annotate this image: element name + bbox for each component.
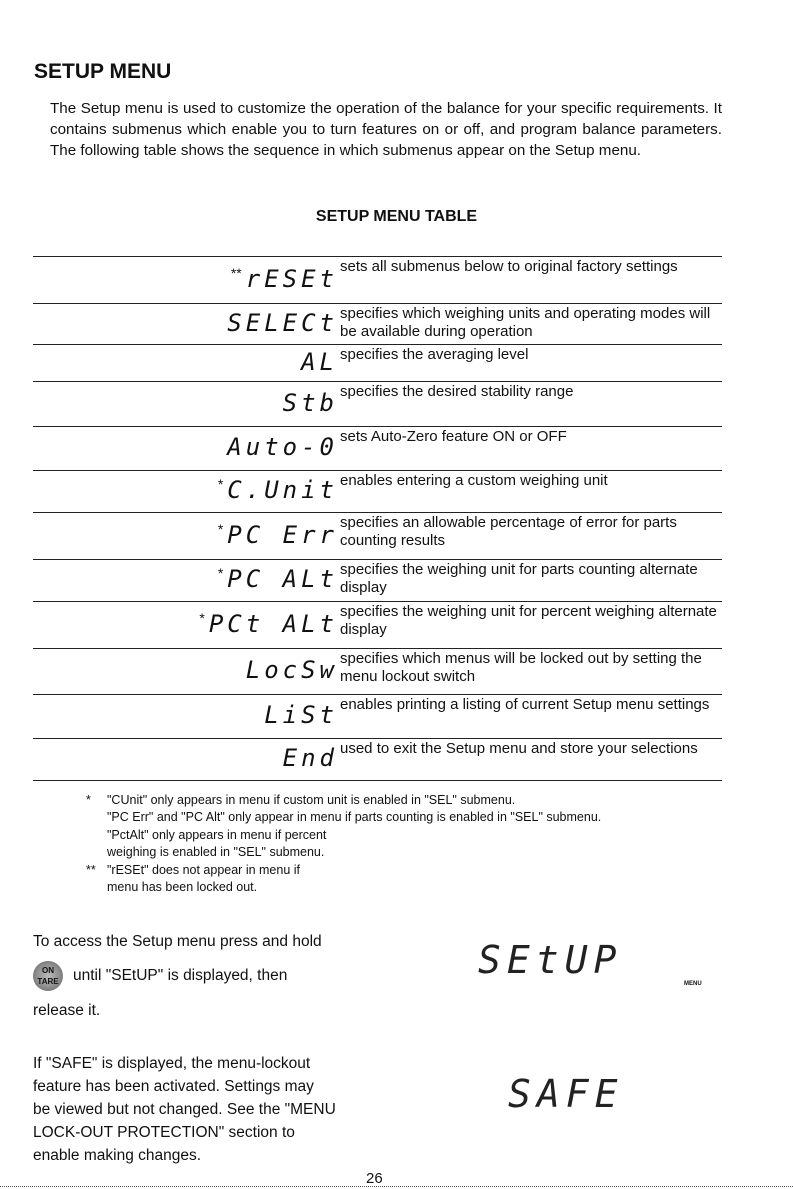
key-on-label: ON [42, 966, 54, 975]
footnote-line: weighing is enabled in "SEL" submenu. [107, 845, 325, 860]
safe-line: feature has been activated. Settings may [33, 1078, 314, 1095]
footnote [86, 792, 726, 862]
footnotes [86, 792, 726, 896]
footnote-line: "PctAlt" only appears in menu if percent [107, 827, 327, 842]
table-row [33, 303, 722, 344]
footnote-line: "CUnit" only appears in menu if custom unit is enabled in "SEL" submenu. [107, 793, 516, 807]
footnote-mark: * [217, 520, 224, 537]
submenu-description: enables entering a custom weighing unit [340, 472, 608, 489]
submenu-display-code [231, 265, 338, 293]
table-row [33, 470, 722, 512]
page-number: 26 [366, 1170, 383, 1187]
submenu-description: specifies the weighing unit for parts counting alternate display [340, 561, 698, 596]
footnote-mark: * [199, 609, 205, 626]
table-row [33, 256, 722, 303]
submenu-code-text: PC ALt [227, 565, 338, 593]
footnote-mark: * [217, 565, 224, 581]
safe-line: LOCK-OUT PROTECTION" section to [33, 1124, 295, 1141]
table-row [33, 344, 722, 381]
table-row [33, 601, 722, 648]
table-row [33, 426, 722, 470]
submenu-code-text: AL [301, 347, 338, 376]
footnote [86, 862, 726, 897]
on-tare-key-icon [33, 961, 63, 991]
footnote-symbol: * [86, 793, 91, 807]
lcd-setup-display: SEtUP [478, 938, 623, 982]
access-line-1: To access the Setup menu press and hold [33, 933, 322, 950]
submenu-description: specifies the weighing unit for percent weighing alternate display [340, 603, 717, 638]
submenu-display-code [227, 433, 338, 461]
table-row [33, 648, 722, 694]
submenu-description: sets Auto-Zero feature ON or OFF [340, 428, 567, 445]
footer-rule [0, 1186, 793, 1187]
submenu-description: used to exit the Setup menu and store your selections [340, 740, 698, 757]
submenu-description: specifies which menus will be locked out by setting the menu lockout switch [340, 650, 702, 685]
table-row [33, 381, 722, 426]
table-rule [33, 780, 722, 781]
lcd-menu-indicator: MENU [684, 981, 702, 987]
key-tare-label: TARE [37, 977, 59, 986]
page-heading: SETUP MENU [34, 60, 172, 83]
submenu-display-code [246, 656, 338, 684]
submenu-code-text: Stb [282, 388, 338, 417]
safe-paragraph [33, 1052, 383, 1167]
safe-line: If "SAFE" is displayed, the menu-lockout [33, 1055, 311, 1072]
submenu-display-code [218, 565, 338, 593]
lcd-safe-display: SAFE [508, 1072, 624, 1116]
submenu-description: specifies which weighing units and operating modes will be available during operation [340, 305, 711, 340]
footnote-mark: * [217, 476, 224, 492]
submenu-display-code [264, 701, 338, 729]
footnote-line: "rESEt" does not appear in menu if [107, 862, 301, 877]
submenu-display-code [218, 521, 338, 549]
submenu-code-text: rESEt [245, 264, 338, 293]
safe-line: enable making changes. [33, 1147, 202, 1164]
submenu-display-code [218, 476, 338, 504]
submenu-description: sets all submenus below to original factory settings [340, 258, 678, 275]
submenu-code-text: LiSt [264, 701, 338, 729]
submenu-display-code [283, 389, 338, 417]
submenu-code-text: LocSw [245, 656, 338, 684]
footnote-mark: ** [230, 264, 242, 281]
table-row [33, 694, 722, 738]
table-row [33, 738, 722, 780]
submenu-description: specifies the desired stability range [340, 383, 574, 400]
access-instructions [33, 930, 383, 1022]
submenu-display-code [227, 309, 338, 337]
submenu-code-text: PC Err [227, 520, 338, 549]
intro-paragraph: The Setup menu is used to customize the operation of the balance for your specific requirements. It contains submenus which enable you to turn features on or off, and program balance parameters. The following table shows the sequence in which submenus appear on the Setup menu. [50, 100, 722, 159]
submenu-description: enables printing a listing of current Setup menu settings [340, 696, 710, 713]
access-line-3: release it. [33, 1002, 101, 1019]
footnote-line: menu has been locked out. [107, 880, 258, 895]
submenu-code-text: End [282, 744, 338, 772]
submenu-code-text: Auto-0 [227, 433, 338, 461]
access-line-2: until "SEtUP" is displayed, then [73, 967, 288, 985]
submenu-code-text: C.Unit [227, 476, 338, 504]
submenu-code-text: PCt ALt [208, 609, 338, 638]
submenu-display-code [283, 744, 338, 772]
footnote-line: "PC Err" and "PC Alt" only appear in menu if parts counting is enabled in "SEL" submenu. [107, 810, 602, 825]
table-title: SETUP MENU TABLE [315, 208, 478, 225]
table-row [33, 559, 722, 601]
submenu-display-code [301, 348, 338, 376]
safe-line: be viewed but not changed. See the "MENU [33, 1101, 336, 1118]
footnote-symbol: ** [86, 862, 96, 877]
submenu-code-text: SELECt [227, 308, 338, 337]
access-line-2-row [33, 961, 383, 991]
submenu-description: specifies the averaging level [340, 346, 529, 363]
table-row [33, 512, 722, 559]
submenu-description: specifies an allowable percentage of error for parts counting results [340, 514, 677, 549]
submenu-display-code [199, 610, 338, 638]
